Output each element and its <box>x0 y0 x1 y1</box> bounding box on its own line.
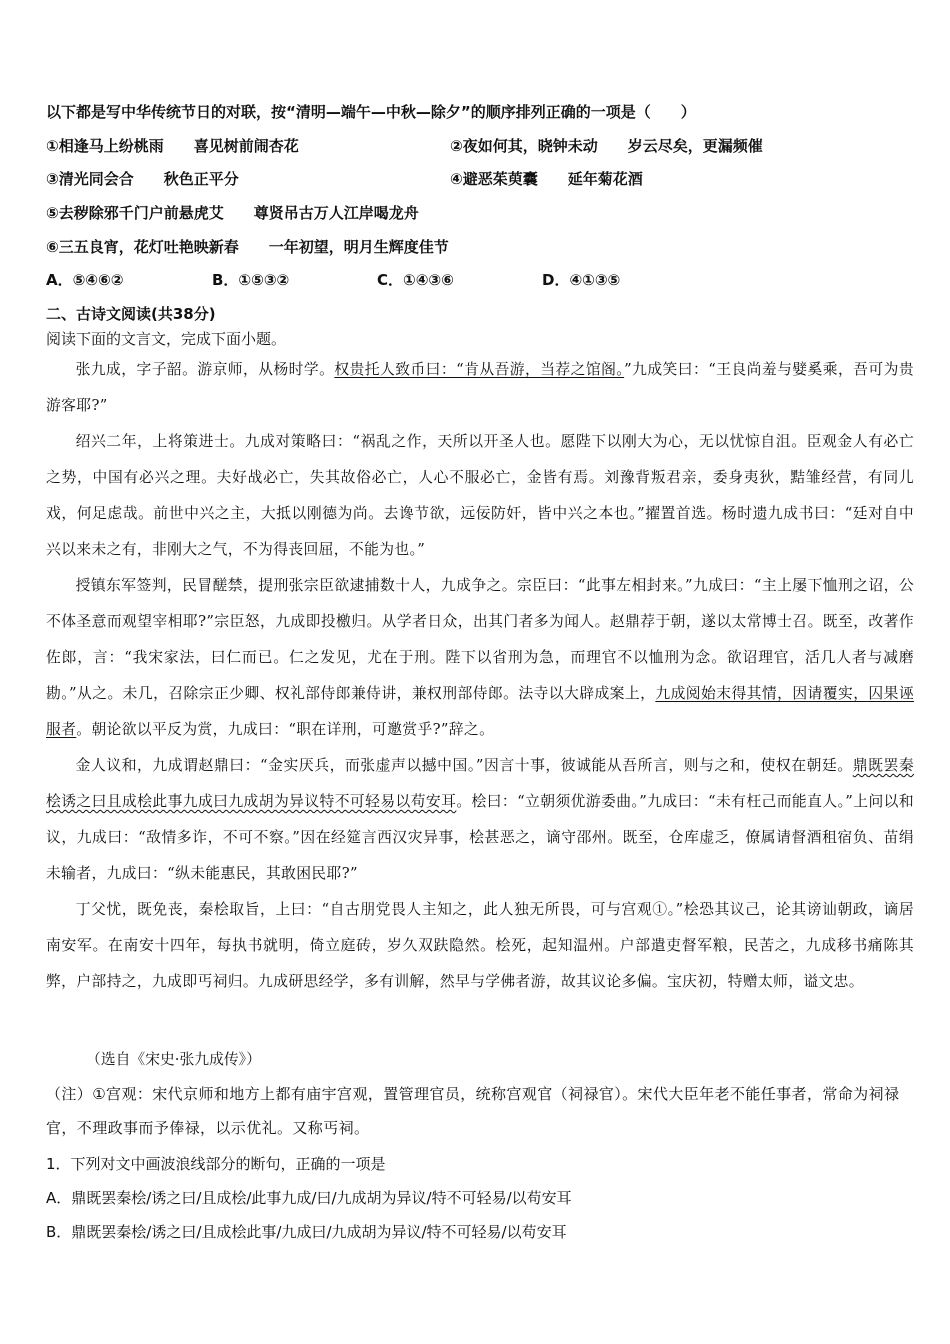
underlined-sentence-2: 九成阅始末得其情，因请覆实，囚果诬服者 <box>46 685 914 738</box>
option-b: B．①⑤③② <box>212 271 290 289</box>
couplet-5: ⑤去秽除邪千门户前悬虎艾 尊贤吊古万人江岸喝龙舟 <box>46 204 419 222</box>
passage-paragraph-4: 金人议和，九成谓赵鼎曰：“金实厌兵，而张虚声以撼中国。”因言十事，彼诚能从吾所言，则与之和，使权在朝廷。鼎既罢秦桧诱之曰且成桧此事九成曰九成胡为异议特不可轻易以苟安耳。桧曰：“立朝须优游委曲。”九成曰：“未有枉己而能直人。”上问以和议，九成曰：“敌情多诈，不可不察。”因在经筵言西汉灾异事，桧甚恶之，谪守邵州。既至，仓库虚乏，僚属请督酒租宿负、苗绢未输者，九成曰：“纵未能惠民，其敢困民耶?” <box>46 757 915 882</box>
couplet-2: ②夜如何其，晓钟未动 岁云尽矣，更漏频催 <box>450 137 763 155</box>
section-heading: 二、古诗文阅读(共38分) <box>46 305 216 323</box>
wavy-underlined-text: 鼎既罢秦桧诱之曰且成桧此事九成曰九成胡为异议特不可轻易以苟安耳 <box>46 757 914 810</box>
passage-paragraph-2: 绍兴二年，上将策进士。九成对策略曰：“祸乱之作，天所以开圣人也。愿陛下以刚大为心，无以忧惊自沮。臣观金人有必亡之势，中国有必兴之理。夫好战必亡，失其故俗必亡，人心不服必亡，金皆有焉。刘豫背叛君亲，委身夷狄，黠雏经营，有同儿戏，何足虑哉。前世中兴之主，大抵以刚德为尚。去谗节欲，远佞防奸，皆中兴之本也。”擢置首选。杨时遗九成书曰：“廷对自中兴以来未之有，非刚大之气，不为得丧回屈，不能为也。” <box>46 433 914 558</box>
passage-source: （选自《宋史·张九成传》） <box>86 1051 261 1068</box>
couplet-6: ⑥三五良宵，花灯吐艳映新春 一年初望，明月生辉度佳节 <box>46 238 449 256</box>
couplet-1: ①相逢马上纷桃雨 喜见树前闹杏花 <box>46 137 299 155</box>
question-1-stem: 1．下列对文中画波浪线部分的断句，正确的一项是 <box>46 1155 386 1173</box>
annotation-note: （注）①宫观：宋代京师和地方上都有庙宇宫观，置管理官员，统称宫观官（祠禄官）。宋代大臣年老不能任事者，常命为祠禄官，不理政事而予俸禄，以示优礼。又称丐祠。 <box>46 1085 900 1137</box>
passage-paragraph-5: 丁父忧，既免丧，秦桧取旨，上曰：“自古朋党畏人主知之，此人独无所畏，可与宫观①。”桧恐其议己，论其谤讪朝政，谪居南安军。在南安十四年，每执书就明，倚立庭砖，岁久双趺隐然。桧死，起知温州。户部遣吏督军粮，民苦之，九成移书痛陈其弊，户部持之，九成即丐祠归。九成研思经学，多有训解，然早与学佛者游，故其议论多偏。宝庆初，特赠太师，谥文忠。 <box>46 901 914 990</box>
option-c: C．①④③⑥ <box>377 271 454 289</box>
option-a: A．⑤④⑥② <box>46 271 124 289</box>
passage-paragraph-1: 张九成，字子韶。游京师，从杨时学。权贵托人致币曰：“肯从吾游，当荐之馆阁。”九成笑曰：“王良尚羞与嬖奚乘，吾可为贵游客耶?” <box>46 361 914 414</box>
passage-paragraph-3: 授镇东军签判，民冒醝禁，提刑张宗臣欲逮捕数十人，九成争之。宗臣曰：“此事左相封来。”九成曰：“主上屡下恤刑之诏，公不体圣意而观望宰相耶?”宗臣怒，九成即投檄归。从学者日众，出其门者多为闻人。赵鼎荐于朝，遂以太常博士召。既至，改著作佐郎，言：“我宋家法，曰仁而已。仁之发见，尤在于刑。陛下以省刑为急，而理官不以恤刑为念。欲诏理官，活几人者与减磨勘。”从之。未几，召除宗正少卿、权礼部侍郎兼侍讲，兼权刑部侍郎。法寺以大辟成案上，九成阅始末得其情，因请覆实，囚果诬服者。朝论欲以平反为赏，九成曰：“职在详刑，可邀赏乎?”辞之。 <box>46 577 914 738</box>
couplet-4: ④避恶茱萸囊 延年菊花酒 <box>450 170 643 188</box>
question-1-option-a: A．鼎既罢秦桧/诱之曰/且成桧/此事九成/曰/九成胡为异议/特不可轻易/以苟安耳 <box>46 1189 572 1207</box>
question-intro: 以下都是写中华传统节日的对联，按“清明—端午—中秋—除夕”的顺序排列正确的一项是（ ） <box>46 103 696 121</box>
couplet-3: ③清光同会合 秋色正平分 <box>46 170 239 188</box>
underlined-sentence-1: 权贵托人致币曰：“肯从吾游，当荐之馆阁。 <box>334 361 625 378</box>
section-instruction: 阅读下面的文言文，完成下面小题。 <box>46 330 287 348</box>
question-1-option-b: B．鼎既罢秦桧/诱之曰/且成桧此事/九成曰/九成胡为异议/特不可轻易/以苟安耳 <box>46 1223 567 1241</box>
option-d: D．④①③⑤ <box>542 271 621 289</box>
